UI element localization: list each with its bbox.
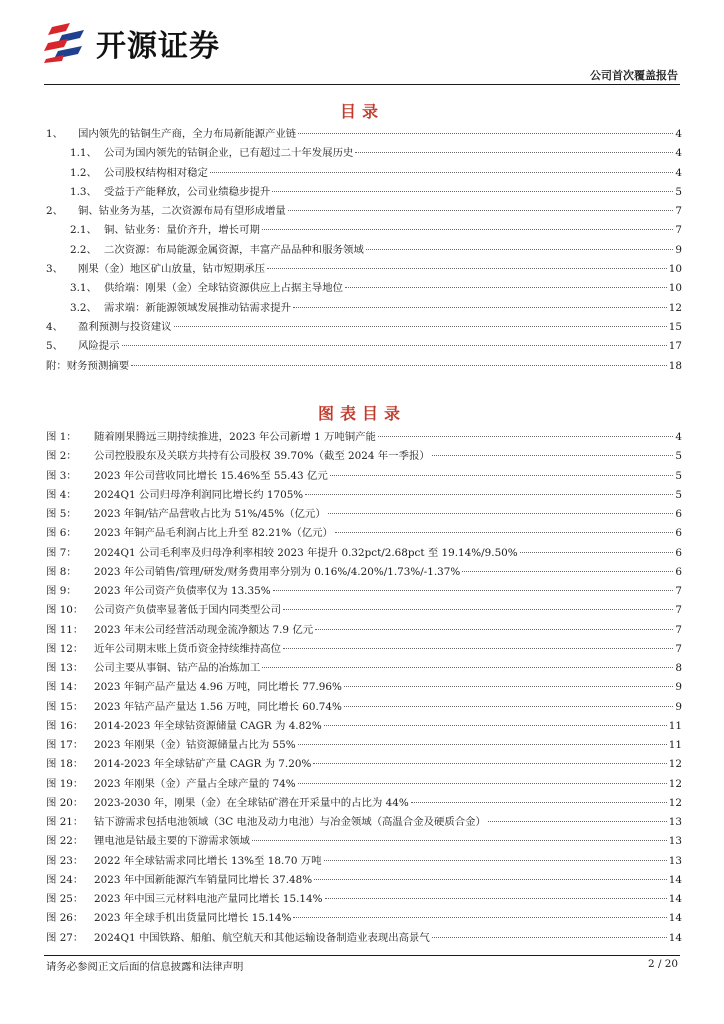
figure-number: 图 7： [46,546,77,559]
figure-page-number: 5 [675,488,682,501]
figure-entry[interactable] [46,890,682,909]
figure-entry[interactable] [46,909,682,928]
figure-page-number: 14 [668,912,682,925]
leader-dots [355,152,673,153]
toc-entry-label: 二次资源：布局能源金属资源，丰富产品品种和服务领域 [104,243,364,256]
leader-dots [262,229,674,230]
figure-number: 图 10： [46,604,84,617]
toc-page-number: 4 [675,147,682,160]
toc-entry-label: 刚果（金）地区矿山放量，钴市短期承压 [78,263,266,276]
figure-page-number: 6 [675,508,682,520]
toc-entry[interactable] [46,357,682,376]
toc-entry-number: 3.2、 [70,301,97,314]
footer-divider [44,955,680,956]
figure-number: 图 2： [46,450,77,463]
figure-page-number: 14 [668,893,682,905]
leader-dots [335,532,673,533]
figure-page-number: 12 [668,796,682,809]
toc-page-number: 4 [675,166,682,179]
leader-dots [344,706,673,707]
leader-dots [324,725,667,726]
figure-page-number: 12 [668,758,682,771]
figure-page-number: 11 [668,739,682,751]
figure-label: 公司主要从事铜、钴产品的冶炼加工 [94,662,261,674]
toc-page-number: 12 [668,301,682,314]
figure-page-number: 12 [668,777,682,790]
toc-entry-number: 1.3、 [70,185,97,198]
leader-dots [330,475,674,476]
figure-label: 2014-2023 年全球钴资源储量 CAGR 为 4.82% [94,719,322,732]
toc-entry-label: 国内领先的钴铜生产商，全力布局新能源产业链 [78,128,297,140]
toc-entry[interactable] [46,241,682,260]
figure-number: 图 27： [46,931,84,944]
figure-number: 图 13： [46,662,84,674]
figure-number: 图 16： [46,719,84,732]
figure-number: 图 9： [46,585,77,597]
toc-page-number: 7 [675,205,682,218]
figure-page-number: 8 [675,662,682,674]
figure-page-number: 9 [675,700,682,713]
figure-number: 图 17： [46,739,84,751]
figure-number: 图 14： [46,681,84,694]
figure-page-number: 5 [675,450,682,463]
figure-entry[interactable] [46,563,682,582]
figure-page-number: 13 [668,854,682,867]
figure-entry[interactable] [46,447,682,466]
toc-entry-label: 铜、钴业务：量价齐升，增长可期 [104,224,260,237]
figure-label: 2023 年铜/钴产品营收占比为 51%/45%（亿元） [94,508,326,520]
figure-page-number: 7 [675,604,682,617]
figure-number: 图 22： [46,835,84,848]
figure-entry[interactable] [46,929,682,948]
leader-dots [328,513,674,514]
toc-entry-label: 铜、钴业务为基，二次资源布局有望形成增量 [78,205,286,218]
figure-label: 2024Q1 公司归母净利润同比增长约 1705% [94,488,304,501]
leader-dots [252,840,667,841]
figure-page-number: 11 [668,719,682,732]
toc-page-number: 10 [668,282,682,295]
toc-title: 目录 [339,102,384,121]
toc-page-number: 17 [668,340,682,353]
leader-dots [283,609,673,610]
leader-dots [131,365,667,366]
leader-dots [462,571,673,572]
figure-page-number: 9 [675,681,682,694]
figure-page-number: 6 [675,527,682,540]
figure-label: 近年公司期末账上货币资金持续维持高位 [94,642,282,655]
figure-number: 图 11： [46,623,84,636]
figure-label: 2023 年钴产品产量达 1.56 万吨，同比增长 60.74% [94,700,342,713]
toc-entry-number: 1、 [46,128,64,140]
figure-entry[interactable] [46,640,682,659]
toc-page-number: 10 [668,263,682,276]
toc-entry[interactable] [46,299,682,318]
figure-page-number: 14 [668,873,682,886]
leader-dots [298,744,667,745]
figure-entry[interactable] [46,467,682,486]
figure-label: 2024Q1 公司毛利率及归母净利率相较 2023 年提升 0.32pct/2.68pct 至 19.14%/9.50% [94,546,518,559]
toc-entry-label: 盈利预测与投资建议 [78,320,172,333]
figure-entry[interactable] [46,755,682,774]
figure-number: 图 4： [46,488,77,501]
figure-number: 图 24： [46,873,84,886]
toc-page-number: 15 [668,320,682,333]
leader-dots [313,763,666,764]
page-indicator: 2 / 20 [648,958,678,970]
toc-entry[interactable] [46,125,682,144]
figure-label: 锂电池是钴最主要的下游需求领域 [94,835,250,848]
figure-label: 钴下游需求包括电池领域（3C 电池及动力电池）与冶金领域（高温合金及硬质合金） [94,816,486,828]
figure-label: 2023 年中国新能源汽车销量同比增长 37.48% [94,873,313,886]
figure-label: 2023 年刚果（金）产量占全球产量的 74% [94,777,296,790]
figure-number: 图 1： [46,431,77,443]
leader-dots [432,937,667,938]
toc-page-number: 7 [675,224,682,237]
figure-number: 图 5： [46,508,77,520]
figure-page-number: 14 [668,931,682,944]
toc-entry-label: 公司为国内领先的钴铜企业，已有超过二十年发展历史 [104,147,354,160]
leader-dots [122,345,667,346]
toc-entry-number: 1.1、 [70,147,97,160]
figure-label: 2023 年铜产品产量达 4.96 万吨，同比增长 77.96% [94,681,342,694]
leader-dots [325,898,667,899]
figure-entry[interactable] [46,717,682,736]
figure-entry[interactable] [46,621,682,640]
leader-dots [273,590,674,591]
figures-title: 图表目录 [317,404,406,423]
figure-page-number: 4 [675,431,682,443]
figure-entry[interactable] [46,428,682,447]
figure-label: 公司控股股东及关联方共持有公司股权 39.70%（截至 2024 年一季报） [94,450,430,463]
figure-page-number: 7 [675,623,682,636]
toc-page-number: 4 [675,128,682,140]
toc-entry[interactable] [46,318,682,337]
leader-dots [345,287,667,288]
leader-dots [520,552,674,553]
figure-entry[interactable] [46,698,682,717]
leader-dots [283,648,673,649]
leader-dots [488,821,667,822]
figure-entry[interactable] [46,601,682,620]
figure-number: 图 20： [46,796,84,809]
leader-dots [298,783,667,784]
toc-entry[interactable] [46,164,682,183]
figure-number: 图 26： [46,912,84,925]
header-divider [44,84,680,85]
figure-number: 图 23： [46,854,84,867]
figure-page-number: 7 [675,585,682,597]
toc-entry-label: 需求端：新能源领域发展推动钴需求提升 [104,301,292,314]
figure-page-number: 5 [675,469,682,482]
figure-entry[interactable] [46,524,682,543]
leader-dots [432,455,674,456]
toc-entry[interactable] [46,144,682,163]
toc-entry[interactable] [46,260,682,279]
toc-entry-label: 公司股权结构相对稳定 [104,166,208,179]
figure-entry[interactable] [46,852,682,871]
toc-entry-label: 附：财务预测摘要 [46,359,130,372]
toc-entry-number: 5、 [46,340,64,353]
figure-label: 2023 年中国三元材料电池产量同比增长 15.14% [94,893,323,905]
figure-entry[interactable] [46,582,682,601]
toc-entry-number: 2.2、 [70,243,97,256]
figure-number: 图 18： [46,758,84,771]
toc-entry-number: 1.2、 [70,166,97,179]
figure-page-number: 7 [675,642,682,655]
figure-label: 随着刚果腾远三期持续推进，2023 年公司新增 1 万吨铜产能 [94,431,376,443]
toc-entry-number: 2.1、 [70,224,97,237]
figure-number: 图 25： [46,893,84,905]
toc-entry[interactable] [46,337,682,356]
toc-entry-number: 4、 [46,320,64,333]
figure-number: 图 19： [46,777,84,790]
toc-entry[interactable] [46,183,682,202]
leader-dots [174,326,667,327]
figure-label: 公司资产负债率显著低于国内同类型公司 [94,604,282,617]
figure-label: 2014-2023 年全球钴矿产量 CAGR 为 7.20% [94,758,312,771]
figure-number: 图 8： [46,565,77,578]
brand-mark-icon [44,23,88,63]
figure-label: 2022 年全球钴需求同比增长 13%至 18.70 万吨 [94,854,322,867]
figure-entry[interactable] [46,659,682,678]
figure-label: 2023 年公司销售/管理/研发/财务费用率分别为 0.16%/4.20%/1.73%/-1.37% [94,565,461,578]
figure-entry[interactable] [46,486,682,505]
leader-dots [411,802,667,803]
leader-dots [293,307,667,308]
figure-entry[interactable] [46,736,682,755]
figure-label: 2023-2030 年，刚果（金）在全球钴矿潜在开采量中的占比为 44% [94,796,409,809]
figures-list [46,428,682,948]
toc-page-number: 9 [675,243,682,256]
figure-page-number: 13 [668,816,682,828]
leader-dots [272,191,673,192]
figure-number: 图 12： [46,642,84,655]
figure-number: 图 21： [46,816,84,828]
toc-entry[interactable] [46,279,682,298]
toc-page-number: 18 [668,359,682,372]
toc-page-number: 5 [675,185,682,198]
leader-dots [315,629,673,630]
figure-entry[interactable] [46,794,682,813]
leader-dots [298,133,673,134]
leader-dots [314,879,667,880]
leader-dots [344,686,673,687]
figure-page-number: 13 [668,835,682,848]
leader-dots [267,268,667,269]
leader-dots [293,917,666,918]
toc-entry[interactable] [46,221,682,240]
figure-number: 图 6： [46,527,77,540]
leader-dots [288,210,674,211]
leader-dots [366,249,674,250]
leader-dots [324,860,667,861]
leader-dots [305,494,673,495]
report-type: 公司首次覆盖报告 [590,69,678,82]
figure-label: 2023 年铜产品毛利润占比上升至 82.21%（亿元） [94,527,333,540]
toc-entry[interactable] [46,202,682,221]
figure-label: 2023 年刚果（金）钴资源储量占比为 55% [94,739,296,751]
toc-list [46,125,682,376]
figure-entry[interactable] [46,505,682,524]
leader-dots [262,667,673,668]
figure-label: 2023 年公司资产负债率仅为 13.35% [94,585,271,597]
toc-entry-number: 2、 [46,205,64,218]
leader-dots [378,436,673,437]
figure-page-number: 6 [675,546,682,559]
toc-entry-number: 3.1、 [70,282,97,295]
figure-entry[interactable] [46,832,682,851]
figure-entry[interactable] [46,813,682,832]
figure-entry[interactable] [46,775,682,794]
toc-entry-label: 供给端：刚果（金）全球钴资源供应上占据主导地位 [104,282,343,295]
figure-label: 2023 年末公司经营活动现金流净额达 7.9 亿元 [94,623,314,636]
figure-entry[interactable] [46,544,682,563]
figure-label: 2023 年公司营收同比增长 15.46%至 55.43 亿元 [94,469,328,482]
figure-label: 2023 年全球手机出货量同比增长 15.14% [94,912,292,925]
figure-number: 图 3： [46,469,77,482]
leader-dots [210,172,673,173]
toc-entry-label: 受益于产能释放，公司业绩稳步提升 [104,185,271,198]
figure-entry[interactable] [46,871,682,890]
toc-entry-number: 3、 [46,263,64,276]
footer-disclaimer: 请务必参阅正文后面的信息披露和法律声明 [46,961,244,973]
brand-name: 开源证券 [96,29,220,64]
figure-page-number: 6 [675,565,682,578]
brand-logo [44,20,220,66]
figure-label: 2024Q1 中国铁路、船舶、航空航天和其他运输设备制造业表现出高景气 [94,931,430,944]
figure-entry[interactable] [46,678,682,697]
figure-number: 图 15： [46,700,84,713]
toc-entry-label: 风险提示 [78,340,120,353]
